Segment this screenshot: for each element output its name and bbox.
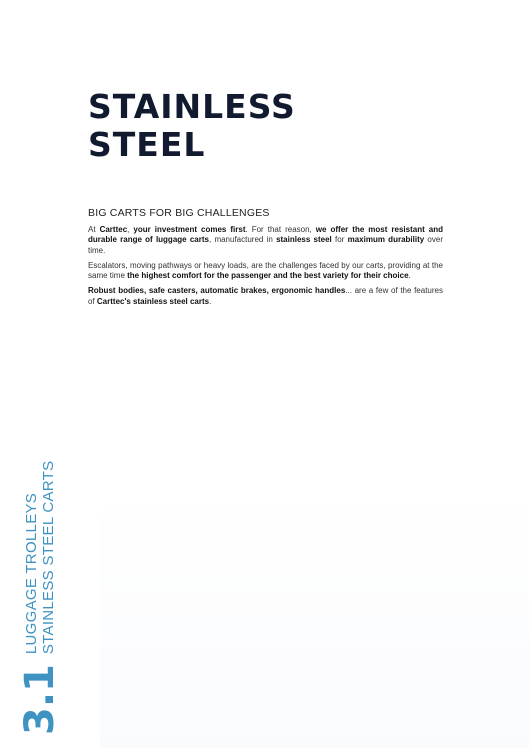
main-content — [88, 207, 443, 312]
p1-text-3: . For that reason, — [245, 225, 316, 234]
section-labels — [23, 461, 57, 655]
p2-text-2: . — [408, 271, 411, 281]
background-fade — [100, 488, 529, 748]
p2-text-1: Escalators, moving pathways or heavy loads, are the challenges faced by our carts, providing at the same time — [88, 260, 443, 281]
p1-text-1: At — [88, 225, 100, 234]
p1-text-5: for — [331, 235, 348, 245]
subtitle: BIG CARTS FOR BIG CHALLENGES — [88, 207, 270, 219]
p2-bold-1: the highest comfort for the passenger and the best variety for their choice — [127, 271, 409, 281]
section-number: 3.1 — [17, 664, 63, 735]
section-name: LUGGAGE TROLLEYS — [23, 492, 40, 655]
page-title — [88, 88, 296, 164]
p1-bold-1: Carttec — [99, 225, 128, 234]
paragraph-investment — [88, 225, 443, 256]
p3-bold-2: Carttec's stainless steel carts — [96, 296, 210, 306]
p1-text-6: over time. — [88, 235, 443, 255]
paragraph-features — [88, 286, 443, 307]
p3-text-2: . — [209, 296, 212, 306]
p1-text-4: , manufactured in — [208, 235, 277, 245]
p3-bold-1: Robust bodies, safe casters, automatic brakes, ergonomic handles — [88, 286, 346, 296]
p3-text-1: ... are a few of the features of — [88, 286, 443, 306]
page-title-line-1: STAINLESS — [88, 87, 296, 126]
p1-bold-5: maximum durability — [347, 235, 425, 245]
page-title-line-2: STEEL — [88, 125, 206, 164]
section-sidebar — [17, 460, 63, 735]
p1-bold-4: stainless steel — [276, 235, 332, 245]
subsection-name: STAINLESS STEEL CARTS — [40, 460, 57, 655]
p1-bold-2: your investment comes first — [133, 225, 246, 234]
p1-bold-3: we offer the most resistant and durable range of luggage carts — [88, 225, 444, 245]
paragraph-challenges — [88, 261, 443, 282]
p1-text-2: , — [127, 225, 134, 234]
